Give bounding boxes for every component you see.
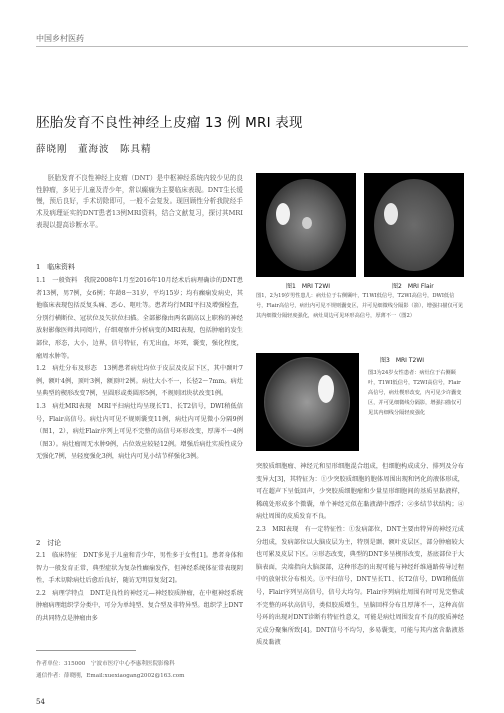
- corresponding-author: 通信作者：薛晓刚，Email:xuexiaogang2002@163.com: [36, 673, 185, 679]
- figure-2-caption: 图2 MRI Flair: [392, 283, 434, 290]
- para-2-3: 2.3 MRI表现 有一定特征性：①发病部位，DNT主要由特异的神经元成分组成，发病部位以大脑皮层为主，特别是颞、额叶皮层区，部分肿瘤较大也可累及皮层下区。②形态改变，典型的DNT多呈楔形改变，基底部位于大脑表面，尖端指向大脑深部，这种形态的出现可能与神经纤维通路传导过程中的放射状分布相关。③平扫信号，DNT呈长T1、长T2信号，DWI稍低信号，Flair序列呈高信号，信号大均匀。Flair序列病灶周围有时可见完整或不完整的环状高信号，类似胶质增生，呈脑回样分布且厚薄不一，这种高信号环的出现对DNT诊断有特征性意义，可能是病灶周围发育不良的胶质神经元成分聚集所致[4]。DNT信号不均匀，多易囊变，可能与其内富含黏液基质及黏液: [256, 525, 464, 647]
- para-1-1: 1.1 一般资料 我院2008年1月至2016年10月经术后病理确诊的DNT患者13例，男7例，女6例；年龄8～31岁，平均15岁；均有癫痫发病史，其他临床表现包括反复头痛、恶心、呕吐等。患者均行MRI平扫及增强检查，分别行横断位、冠状位及矢状位扫描。全部影像由两名副高以上职称的神经放射影像医师共同阅片，仔细观察并分析病变的MRI表现，包括肿瘤的发生部位，形态，大小，边界，信号特征，有无出血，坏死，囊变，强化程度，瘤周水肿等。: [36, 277, 243, 360]
- left-column-discussion: [36, 550, 243, 626]
- figure-1-caption: 图1 MRI T2WI: [286, 283, 331, 290]
- footnote-divider: [36, 650, 136, 651]
- figure-3-mri-t2wi: [256, 353, 359, 451]
- section-heading-discussion: 2 讨论: [36, 539, 62, 547]
- para-right-1: 突胶质细胞瘤、神经元和星形细胞混合组成，但细胞构成成分、排列及分布变异大[3]，其特征为：①少突胶质细胞的胞体周围出现和钙化的液体形成，可在超声下呈低回声，少突胶质细胞瘤和少量星形细胞间的基质呈黏液样，稀疏处形成多个微囊，单个神经元似在黏液湖中漂浮；②多结节状结构；④病灶周围的皮质发育不良。: [256, 463, 464, 521]
- article-authors: 薛晓刚 董海波 陈具精: [36, 144, 152, 155]
- author-affiliation: 作者单位：315000 宁波市医疗中心李惠利医院影像科: [36, 661, 175, 667]
- footnote: [36, 658, 184, 682]
- right-column: [256, 461, 464, 650]
- figure-1-mri-t2wi: [256, 173, 356, 277]
- figure-3-caption: 图3 MRI T2WI: [380, 357, 425, 364]
- left-column: [36, 275, 243, 464]
- section-heading-clinical: 1 临床资料: [36, 263, 75, 271]
- abstract-text: 胚胎发育不良性神经上皮瘤（DNT）是中枢神经系统内较少见的良性肿瘤，多见于儿童及青少年，常以癫痫为主要临床表现。DNT生长缓慢，预后良好，手术切除即可，一般不会复发。现回顾性分析我院经手术及病理证实的DNT患者13例MRI资料，结合文献复习，探讨其MRI表现以提高诊断水平。: [36, 174, 243, 229]
- figure-2-mri-flair: [364, 173, 464, 277]
- header-divider: [36, 46, 468, 47]
- article-abstract: [36, 173, 243, 232]
- para-1-2: 1.2 病灶分布及形态 13例患者病灶均位于皮层及皮层下区，其中颞叶7例，额叶4例，顶叶3例，额顶叶2例。病灶大小不一，长径2～7mm。病灶呈典型的楔形改变7例，呈圆形或类圆形5例，不规则团块状改变1例。: [36, 365, 243, 398]
- page-number: 54: [36, 698, 45, 706]
- journal-name: 中国乡村医药: [36, 34, 84, 43]
- figure-1-2-description: 图1，2为19岁男性患儿：病灶位于右侧颞叶，T1WI低信号，T2WI高信号，DWI低信号，Flair高信号，病灶内可见不规则囊变区，并可见细微线分隔影（箭），增强扫描仅可见其内细微分隔轻度强化，病灶周边可见环形高信号，厚薄不一（图2）: [256, 293, 464, 319]
- para-2-1: 2.1 临床特征 DNT多见于儿童和青少年，男性多于女性[1]。患者身体和智力一般发育正常，典型症状为复杂性癫痫发作，但神经系统体征常表现阴性，手术切除病灶后愈后良好，随访无明显复发[2]。: [36, 552, 243, 585]
- para-1-3: 1.3 病灶MRI表现 MRI平扫病灶均呈现长T1、长T2信号，DWI稍低信号，Flair高信号。病灶内可见不规则囊变11例，病灶内可见微小分隔9例（图1，2），病灶Flair序列上可见不完整的高信号环形改变，厚薄不一4例（图3）。病灶瘤周无水肿9例，占位效应较轻12例。增强后病灶实质性成分无强化7例，呈轻度强化3例，病灶内可见小结节样强化3例。: [36, 402, 243, 461]
- figure-3-description: 图3为24岁女性患者：病灶位于右侧颞叶，T1WI低信号，T2WI高信号，Flair高信号，病灶楔形改变，内可见少许囊变区，并可见细微线分隔影，增强扫描仅可见其内细线分隔轻度强化: [368, 370, 462, 416]
- article-title: 胚胎发育不良性神经上皮瘤 13 例 MRI 表现: [36, 115, 303, 131]
- para-2-2: 2.2 病理学特点 DNT是良性的神经元—神经胶质肿瘤，在中枢神经系统肿瘤病理组织学分类中，可分为单纯型、复合型及非特异型。组织学上DNT的共同特点是肿瘤由多: [36, 589, 243, 622]
